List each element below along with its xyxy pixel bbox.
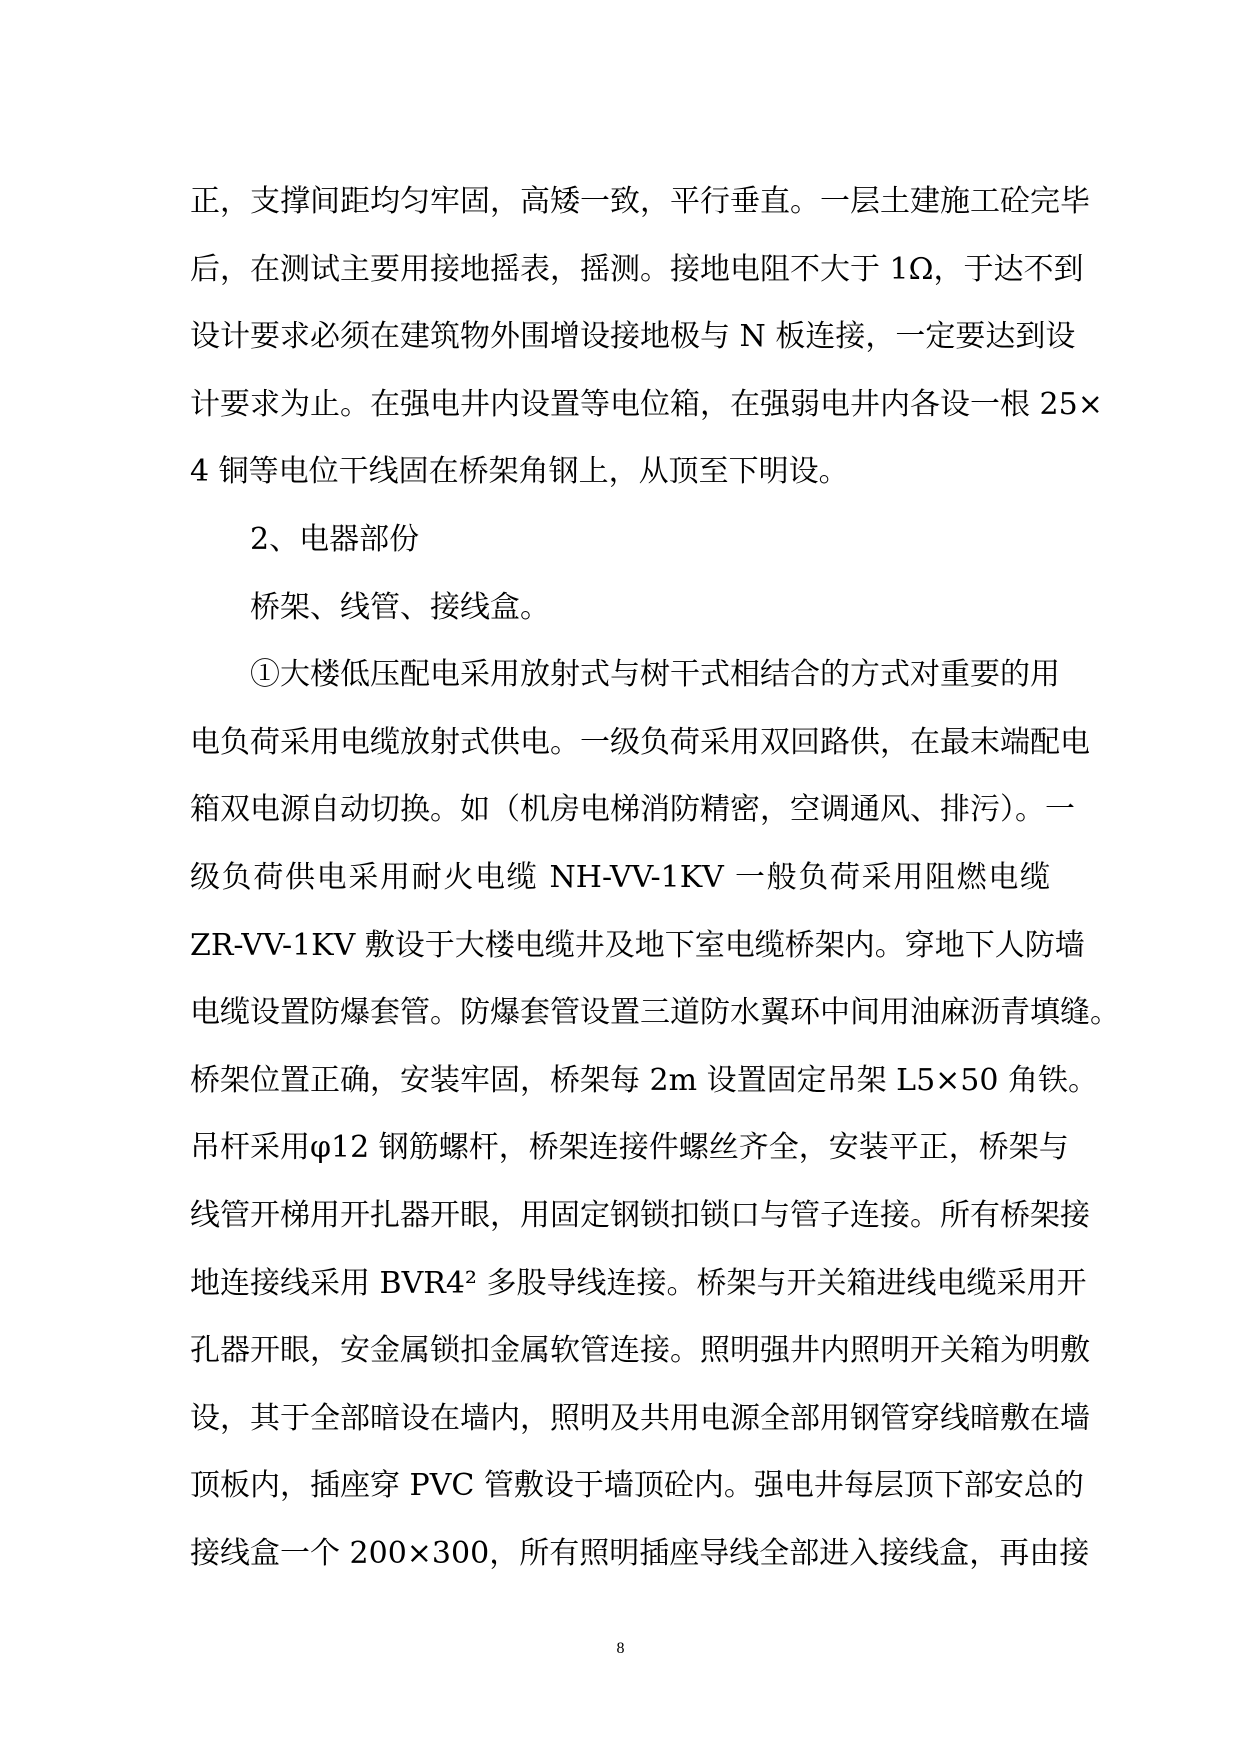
- text-line: 级负荷供电采用耐火电缆 NH-VV-1KV 一般负荷采用阻燃电缆: [190, 859, 1050, 895]
- text-line: 设，其于全部暗设在墙内，照明及共用电源全部用钢管穿线暗敷在墙: [190, 1400, 1090, 1436]
- text-line: 计要求为止。在强电井内设置等电位箱，在强弱电井内各设一根 25×: [190, 386, 1103, 422]
- text-line: 顶板内，插座穿 PVC 管敷设于墙顶砼内。强电井每层顶下部安总的: [190, 1468, 1084, 1504]
- text-line: 地连接线采用 BVR4² 多股导线连接。桥架与开关箱进线电缆采用开: [190, 1265, 1087, 1301]
- text-line: 吊杆采用φ12 钢筋螺杆，桥架连接件螺丝齐全，安装平正，桥架与: [190, 1130, 1069, 1166]
- text-line: 正，支撑间距均匀牢固，高矮一致，平行垂直。一层土建施工砼完毕: [190, 184, 1090, 219]
- text-line: 设计要求必须在建筑物外围增设接地极与 N 板连接，一定要达到设: [190, 319, 1076, 355]
- text-line: ①大楼低压配电采用放射式与树干式相结合的方式对重要的用: [250, 657, 1060, 693]
- body-text: [190, 168, 1120, 1587]
- text-line: 2、电器部份: [250, 521, 420, 557]
- text-line: 桥架、线管、接线盒。: [250, 589, 550, 625]
- text-line: 接线盒一个 200×300，所有照明插座导线全部进入接线盒，再由接: [190, 1535, 1090, 1571]
- text-line: ZR-VV-1KV 敷设于大楼电缆井及地下室电缆桥架内。穿地下人防墙: [190, 927, 1085, 963]
- text-line: 孔器开眼，安金属锁扣金属软管连接。照明强井内照明开关箱为明敷: [190, 1333, 1090, 1369]
- text-line: 后，在测试主要用接地摇表，摇测。接地电阻不大于 1Ω，于达不到: [190, 251, 1084, 287]
- text-line: 线管开梯用开扎器开眼，用固定钢锁扣锁口与管子连接。所有桥架接: [190, 1197, 1090, 1233]
- text-line: 4 铜等电位干线固在桥架角钢上，从顶至下明设。: [190, 454, 849, 490]
- page-number: 8: [616, 1640, 625, 1657]
- text-line: 箱双电源自动切换。如（机房电梯消防精密，空调通风、排污）。一: [190, 792, 1075, 828]
- text-line: 电缆设置防爆套管。防爆套管设置三道防水翼环中间用油麻沥青填缝。: [190, 995, 1120, 1031]
- text-line: 桥架位置正确，安装牢固，桥架每 2m 设置固定吊架 L5×50 角铁。: [190, 1062, 1098, 1098]
- text-line: 电负荷采用电缆放射式供电。一级负荷采用双回路供，在最末端配电: [190, 724, 1090, 760]
